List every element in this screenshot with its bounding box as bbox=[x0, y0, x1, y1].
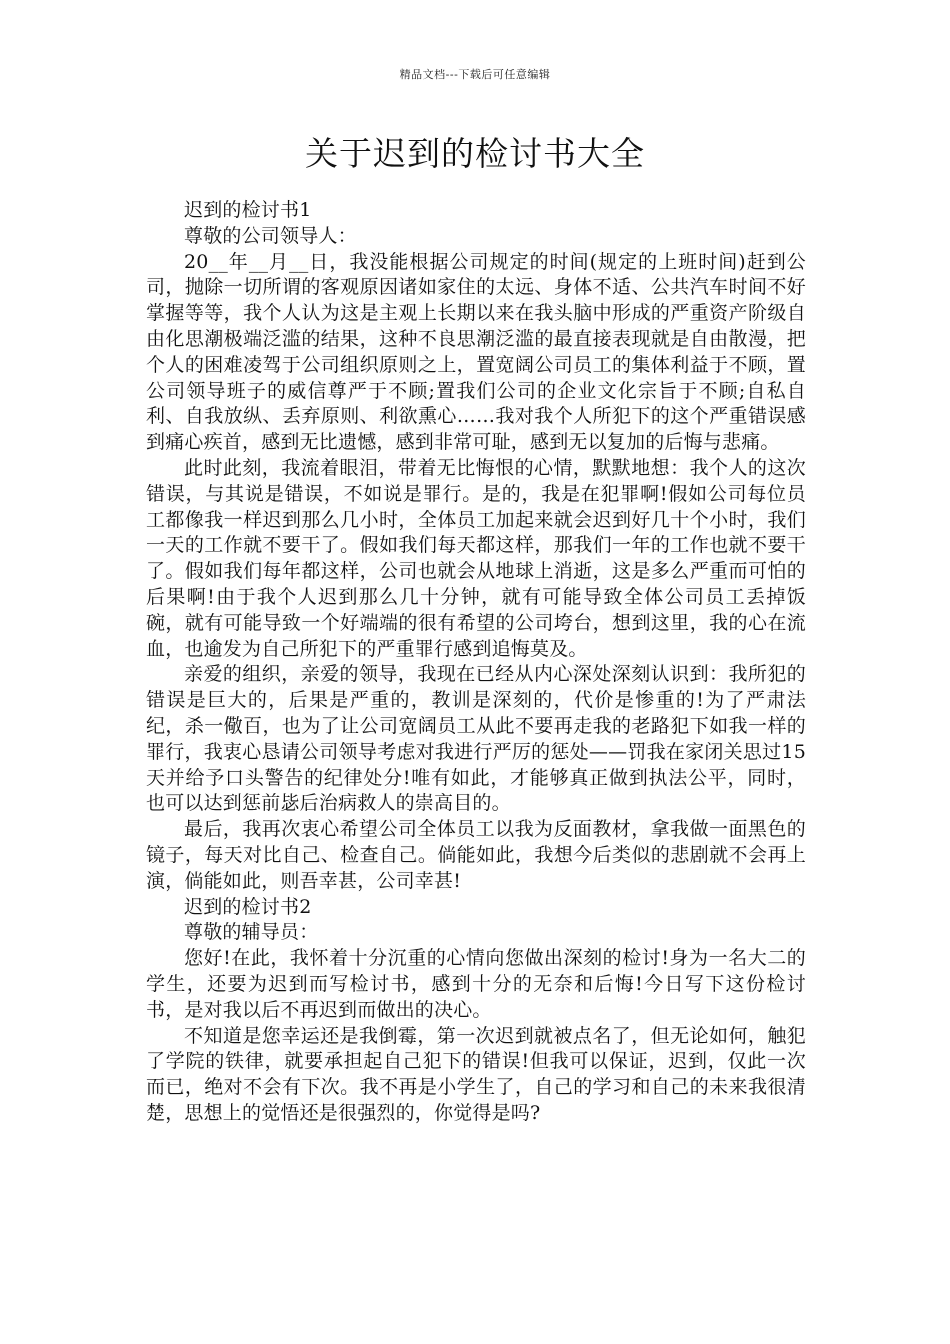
paragraph: 最后，我再次衷心希望公司全体员工以我为反面教材，拿我做一面黑色的镜子，每天对比自己、检查自己。倘能如此，我想今后类似的悲剧就不会再上演，倘能如此，则吾幸甚，公司幸甚! bbox=[146, 818, 806, 892]
section-heading-1: 迟到的检讨书1 bbox=[184, 199, 312, 221]
paragraph: 不知道是您幸运还是我倒霉，第一次迟到就被点名了，但无论如何，触犯了学院的铁律，就要承担起自己犯下的错误!但我可以保证，迟到，仅此一次而已，绝对不会有下次。我不再是小学生了，自己的学习和自己的未来我很清楚，思想上的觉悟还是很强烈的，你觉得是吗? bbox=[146, 1024, 806, 1124]
document-body bbox=[146, 198, 806, 1127]
paragraph: 您好!在此，我怀着十分沉重的心情向您做出深刻的检讨!身为一名大二的学生，还要为迟到而写检讨书，感到十分的无奈和后悔!今日写下这份检讨书，是对我以后不再迟到而做出的决心。 bbox=[146, 947, 806, 1021]
salutation-2: 尊敬的辅导员： bbox=[184, 921, 319, 944]
header-note: 精品文档---下载后可任意编辑 bbox=[399, 68, 551, 81]
document-title: 关于迟到的检讨书大全 bbox=[305, 134, 645, 173]
paragraph: 亲爱的组织，亲爱的领导，我现在已经从内心深处深刻认识到：我所犯的错误是巨大的，后果是严重的，教训是深刻的，代价是惨重的!为了严肃法纪，杀一儆百，也为了让公司宽阔员工从此不要再走我的老路犯下如我一样的罪行，我衷心恳请公司领导考虑对我进行严厉的惩处——罚我在家闭关思过15天并给予口头警告的纪律处分!唯有如此，才能够真正做到执法公平，同时，也可以达到惩前毖后治病救人的崇高目的。 bbox=[146, 663, 806, 815]
paragraph: 20__年__月__日，我没能根据公司规定的时间(规定的上班时间)赶到公司，抛除一切所谓的客观原因诸如家住的太远、身体不适、公共汽车时间不好掌握等等，我个人认为这是主观上长期以来在我头脑中形成的严重资产阶级自由化思潮极端泛滥的结果，这种不良思潮泛滥的最直接表现就是自由散漫，把个人的困难凌驾于公司组织原则之上，置宽阔公司员工的集体利益于不顾，置公司领导班子的威信尊严于不顾;置我们公司的企业文化宗旨于不顾;自私自利、自我放纵、丢弃原则、利欲熏心……我对我个人所犯下的这个严重错误感到痛心疾首，感到无比遗憾，感到非常可耻，感到无以复加的后悔与悲痛。 bbox=[146, 250, 806, 454]
salutation-1: 尊敬的公司领导人： bbox=[184, 224, 357, 247]
paragraph: 此时此刻，我流着眼泪，带着无比悔恨的心情，默默地想：我个人的这次错误，与其说是错误，不如说是罪行。是的，我是在犯罪啊!假如公司每位员工都像我一样迟到那么几小时，全体员工加起来就会迟到好几十个小时，我们一天的工作就不要干了。假如我们每天都这样，那我们一年的工作也就不要干了。假如我们每年都这样，公司也就会从地球上消逝，这是多么严重而可怕的后果啊!由于我个人迟到那么几十分钟，就有可能导致全体公司员工丢掉饭碗，就有可能导致一个好端端的很有希望的公司垮台，想到这里，我的心在流血，也逾发为自己所犯下的严重罪行感到追悔莫及。 bbox=[146, 456, 806, 660]
section-heading-2: 迟到的检讨书2 bbox=[184, 895, 312, 918]
